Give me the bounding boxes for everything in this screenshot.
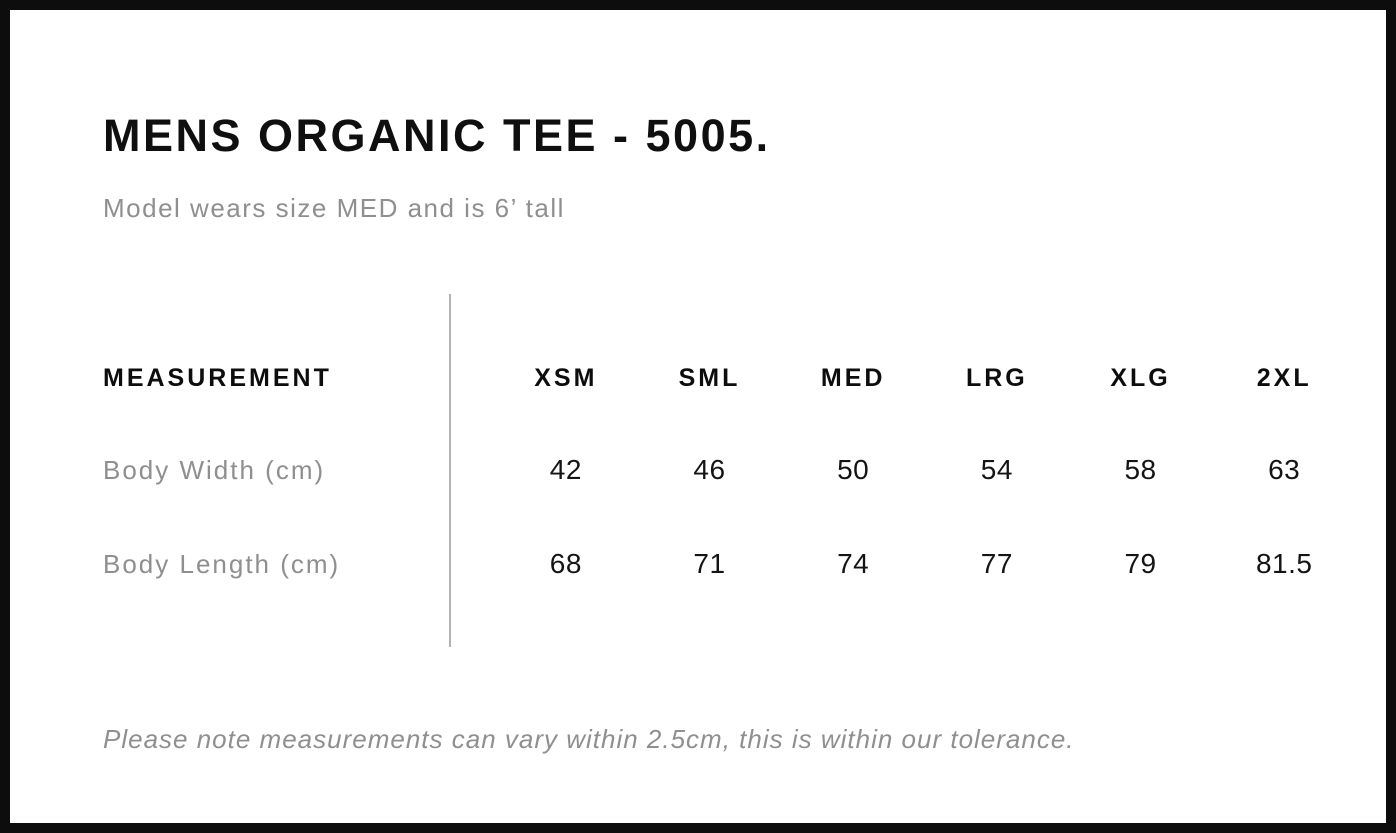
column-header-lrg: LRG (965, 363, 1028, 392)
column-header-xlg: XLG (1110, 363, 1171, 392)
body-width-sml: 46 (693, 454, 726, 485)
model-size-info: Model wears size MED and is 6’ tall (103, 193, 565, 223)
body-length-xlg: 79 (1124, 548, 1157, 579)
body-length-sml: 71 (693, 548, 726, 579)
page-title: MENS ORGANIC TEE - 5005. (103, 110, 771, 161)
body-width-med: 50 (837, 454, 870, 485)
table-row-body-width (103, 455, 1356, 485)
body-length-lrg: 77 (980, 548, 1013, 579)
body-width-xsm: 42 (549, 454, 582, 485)
column-header-measurement: MEASUREMENT (103, 363, 332, 392)
size-chart-table (103, 294, 1356, 647)
row-label-body-width: Body Width (cm) (103, 454, 326, 485)
column-header-med: MED (820, 363, 886, 392)
body-length-xsm: 68 (549, 548, 582, 579)
table-header-row (103, 363, 1356, 393)
column-header-xsm: XSM (534, 363, 598, 392)
body-width-lrg: 54 (980, 454, 1013, 485)
body-length-2xl: 81.5 (1255, 548, 1313, 579)
column-header-sml: SML (678, 363, 741, 392)
tolerance-note: Please note measurements can vary within 2.5cm, this is within our tolerance. (103, 724, 1075, 754)
column-header-2xl: 2XL (1256, 363, 1312, 392)
table-row-body-length (103, 549, 1356, 579)
page-header (103, 112, 771, 222)
body-width-2xl: 63 (1268, 454, 1301, 485)
row-label-body-length: Body Length (cm) (103, 548, 341, 579)
body-width-xlg: 58 (1124, 454, 1157, 485)
body-length-med: 74 (837, 548, 870, 579)
